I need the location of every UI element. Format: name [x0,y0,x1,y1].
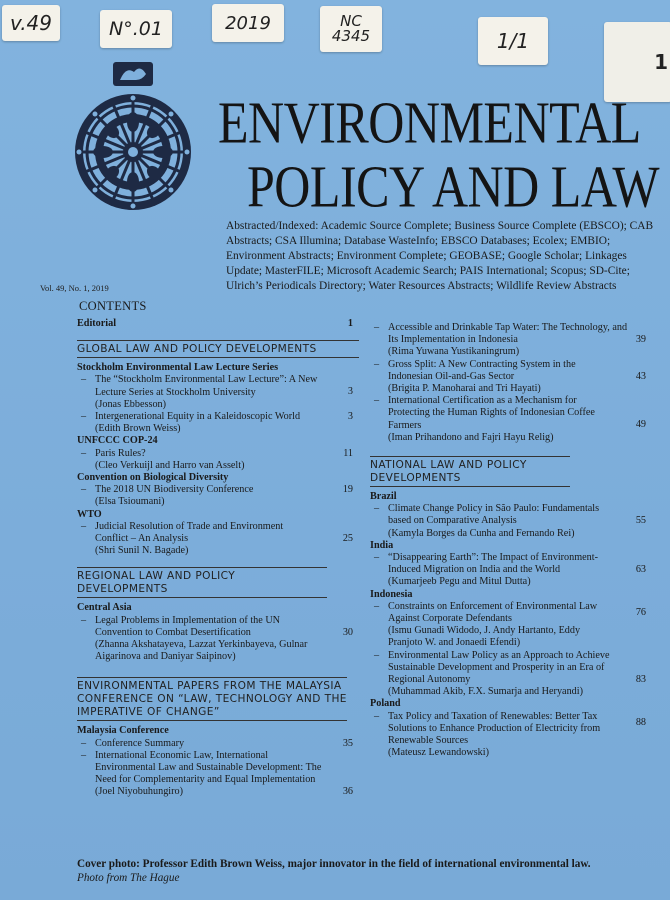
toc-title: Accessible and Drinkable Tap Water: The Technology, and Its Implementation in Indonesia [388,322,628,346]
toc-entry[interactable]: – Paris Rules? 11 [81,447,353,459]
toc-entry[interactable]: – Constraints on Enforcement of Environmental Law Against Corporate Defendants 76 [374,600,646,625]
sticker-volume: v.49 [2,5,60,41]
section-heading-malaysia: ENVIRONMENTAL PAPERS FROM THE MALAYSIA CONFERENCE ON “LAW, TECHNOLOGY AND THE IMPERATIVE OF CHANGE” [77,677,347,721]
toc-title: Gross Split: A New Contracting System in the Indonesian Oil-and-Gas Sector [388,358,576,382]
toc-title: Tax Policy and Taxation of Renewables: Better Tax Solutions to Enhance Production of Electricity from Renewable Sources [388,710,601,747]
toc-page: 3 [347,386,353,398]
toc-entry[interactable]: – Judicial Resolution of Trade and Environment Conflict – An Analysis 25 [81,520,353,545]
toc-page: 3 [347,411,353,423]
toc-entry[interactable]: – Conference Summary 35 [81,737,353,749]
wheel-emblem-icon [58,60,208,212]
toc-title: Intergenerational Equity in a Kaleidoscopic World [95,411,301,423]
abstracted-indexed: Abstracted/Indexed: Academic Source Complete; Business Source Complete (EBSCO); CAB Abstracts; CSA Illumina; Database WasteInfo; EBSCO Databases; Ecolex; EMBIO; Environment Abstracts; Environment Complete; GEOBASE; Google Scholar; Linkages Update; MasterFILE; Microsoft Academic Search; PAIS International; Scopus; SD-Cite; Ulrich’s Periodicals Directory; Water Resources Abstracts; Wildlife Review Abstracts [226,220,654,293]
toc-page: 43 [635,370,646,382]
toc-title: Legal Problems in Implementation of the UN Convention to Combat Desertification [95,614,281,638]
toc-author: (Muhammad Akib, F.X. Sumarja and Heryandi) [388,686,583,698]
subsection-cbd: Convention on Biological Diversity [77,472,229,484]
toc-title: The “Stockholm Environmental Law Lecture”: A New Lecture Series at Stockholm University [95,374,318,398]
toc-author: (Joel Niyobuhungiro) [95,786,183,798]
contents-right-column [370,322,652,760]
toc-page: 35 [342,737,353,749]
toc-page: 11 [343,447,353,459]
toc-page: 30 [342,626,353,638]
cover-photo-text: Cover photo: Professor Edith Brown Weiss, major innovator in the field of international environmental law. [77,858,591,870]
toc-entry[interactable]: – International Economic Law, International Environmental Law and Sustainable Development: The Need for Complementarity and Equal Implementation 36 [81,749,353,797]
toc-entry[interactable]: – “Disappearing Earth”: The Impact of Environment-Induced Migration on India and the World 63 [374,552,646,576]
toc-entry[interactable]: – Intergenerational Equity in a Kaleidoscopic World 3 [81,411,353,423]
volume-info: Vol. 49, No. 1, 2019 [40,283,109,293]
contents-left-column [77,318,359,799]
photo-credit: Photo from The Hague [77,872,180,884]
sticker-year: 2019 [212,4,284,42]
toc-author: (Kamyla Borges da Cunha and Fernando Rei) [388,527,575,539]
toc-author: (Zhanna Akshatayeva, Lazzat Yerkinbayeva, Gulnar Aigarinova and Daniyar Saipinov) [95,639,308,663]
toc-page: 25 [342,532,353,544]
toc-entry[interactable]: – Climate Change Policy in São Paulo: Fundamentals based on Comparative Analysis 55 [374,503,646,527]
toc-page: 39 [635,334,646,345]
toc-page: 19 [342,484,353,496]
toc-author: (Brigita P. Manoharai and Tri Hayati) [388,383,541,395]
journal-title-line2: POLICY AND LAW [247,153,660,220]
section-heading-regional: REGIONAL LAW AND POLICY DEVELOPMENTS [77,567,327,598]
toc-author: (Jonas Ebbesson) [95,398,167,410]
toc-author: (Mateusz Lewandowski) [388,747,489,759]
toc-title: The 2018 UN Biodiversity Conference [95,484,254,496]
toc-entry[interactable]: – Tax Policy and Taxation of Renewables: Better Tax Solutions to Enhance Production of Electricity from Renewable Sources 88 [374,710,646,747]
toc-page: 83 [635,673,646,685]
toc-page: 63 [635,564,646,576]
sticker-copy: 1/1 [478,17,548,65]
toc-title: Paris Rules? [95,447,146,459]
subsection-malaysia-conference: Malaysia Conference [77,725,169,737]
toc-author: (Shri Sunil N. Bagade) [95,545,189,557]
toc-entry-editorial[interactable] [77,318,359,330]
subsection-poland: Poland [370,698,401,710]
subsection-wto: WTO [77,508,102,520]
subsection-brazil: Brazil [370,491,397,503]
cover-photo-caption [77,857,647,885]
toc-title: International Economic Law, International Environmental Law and Sustainable Development: The Need for Complementarity and Equal Implementation [95,749,322,786]
toc-author: (Iman Prihandono and Fajri Hayu Relig) [388,431,554,443]
toc-author: (Elsa Tsioumani) [95,496,165,508]
toc-author: (Rima Yuwana Yustikaningrum) [388,346,520,358]
toc-title: International Certification as a Mechanism for Protecting the Human Rights of Indonesian Coffee Farmers [388,395,595,431]
subsection-stockholm: Stockholm Environmental Law Lecture Series [77,362,279,374]
toc-title: Constraints on Enforcement of Environmental Law Against Corporate Defendants [388,600,598,625]
toc-title: “Disappearing Earth”: The Impact of Environment-Induced Migration on India and the World [388,552,598,576]
toc-author: (Edith Brown Weiss) [95,423,181,435]
sticker-call-number: NC 4345 [320,6,382,52]
section-heading-national: NATIONAL LAW AND POLICY DEVELOPMENTS [370,456,570,487]
toc-entry[interactable]: – Accessible and Drinkable Tap Water: The Technology, and Its Implementation in Indonesia 39 [374,322,646,346]
toc-title: Climate Change Policy in São Paulo: Fundamentals based on Comparative Analysis [388,503,600,527]
toc-entry[interactable]: – Environmental Law Policy as an Approach to Achieve Sustainable Development and Prosperity in an Era of Regional Autonomy 83 [374,649,646,686]
toc-author: (Kumarjeeb Pegu and Mitul Dutta) [388,576,531,588]
subsection-central-asia: Central Asia [77,602,132,614]
toc-author: (Cleo Verkuijl and Harro van Asselt) [95,459,245,471]
toc-title: Judicial Resolution of Trade and Environment Conflict – An Analysis [95,520,284,545]
sticker-index: 1 [604,22,670,102]
section-heading-global: GLOBAL LAW AND POLICY DEVELOPMENTS [77,340,359,358]
subsection-india: India [370,539,394,551]
contents-heading: CONTENTS [79,299,147,313]
toc-entry[interactable]: – Legal Problems in Implementation of the UN Convention to Combat Desertification 30 [81,614,353,638]
subsection-indonesia: Indonesia [370,588,413,600]
toc-page: 88 [635,716,646,728]
subsection-unfccc: UNFCCC COP-24 [77,435,158,447]
toc-title: Environmental Law Policy as an Approach to Achieve Sustainable Development and Prosperity in an Era of Regional Autonomy [388,649,610,686]
toc-page: 76 [635,606,646,618]
toc-page: 1 [347,318,353,329]
sticker-number: N°.01 [100,10,172,48]
toc-entry[interactable]: – Gross Split: A New Contracting System in the Indonesian Oil-and-Gas Sector 43 [374,358,646,382]
toc-page: 36 [342,785,353,797]
toc-title: Editorial [77,318,117,329]
toc-entry[interactable]: – International Certification as a Mechanism for Protecting the Human Rights of Indonesian Coffee Farmers 49 [374,395,646,431]
toc-author: (Ismu Gunadi Widodo, J. Andy Hartanto, Eddy Pranjoto W. and Jonaedi Efendi) [388,625,581,649]
toc-entry[interactable]: – The “Stockholm Environmental Law Lecture”: A New Lecture Series at Stockholm University 3 [81,374,353,398]
toc-page: 49 [635,419,646,431]
toc-entry[interactable]: – The 2018 UN Biodiversity Conference 19 [81,484,353,496]
toc-page: 55 [635,515,646,527]
toc-title: Conference Summary [95,737,185,749]
journal-title-line1: ENVIRONMENTAL [218,89,641,156]
